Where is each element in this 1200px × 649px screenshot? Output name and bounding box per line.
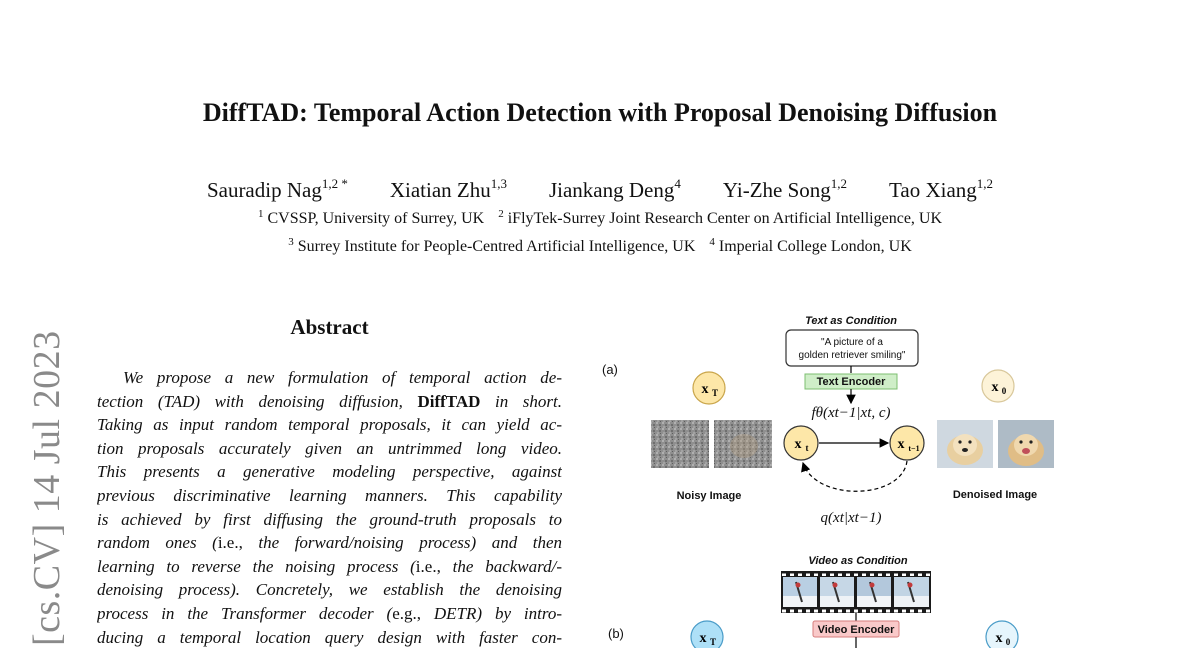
method-name: DiffTAD [417,391,481,411]
abstract-text: i.e., [415,556,441,576]
author [390,176,507,203]
affiliation-text: iFlyTek-Surrey Joint Research Center on Artificial Intelligence, UK [507,210,943,227]
panel-b-label: (b) [608,626,624,641]
author-name: Sauradip Nag [206,178,322,202]
affiliation-number: 3 [288,236,294,248]
denoised-image-label: Denoised Image [952,489,1038,501]
node-xt-sub: t [805,443,809,453]
node-xT-b-label: x [699,631,707,646]
node-xt-1-label: x [897,437,905,452]
abstract-text: the backward/- [452,556,562,576]
abstract-heading: Abstract [290,315,369,339]
text-encoder-label: Text Encoder [816,376,886,388]
abstract-text: tection (TAD) with denoising diffusion, [97,391,403,411]
abstract-line: previous discriminative learning manners. This capability [97,485,562,505]
affiliation-text: Imperial College London, UK [718,238,912,255]
arxiv-stamp-text: [cs.CV] 14 Jul 2023 [26,330,68,646]
author-affil-marker: 1,2 [830,176,848,191]
abstract-text: learning to reverse the noising process ( [97,556,416,576]
author [549,176,681,203]
noisy-image-1 [651,420,709,468]
node-x0-b-label: x [995,631,1003,646]
author [207,176,348,203]
text-prompt-line: golden retriever smiling" [798,350,906,361]
abstract-body [97,366,562,649]
node-x0-label: x [991,380,999,395]
diffusion-figure [596,308,1076,648]
author-name: Tao Xiang [889,178,977,202]
affiliation-number: 2 [498,208,504,220]
node-xt-1-sub: t−1 [908,444,920,453]
author-affil-marker: 4 [674,176,681,191]
abstract-line: denoising process). Concretely, we establish the denoising [97,580,562,600]
paper-title: DiffTAD: Temporal Action Detection with Proposal Denoising Diffusion [202,98,998,127]
node-xT-sub: T [711,388,719,398]
text-condition-title: Text as Condition [805,315,897,327]
abstract-text: random ones ( [97,533,218,553]
abstract-text: the forward/noising process) and then [258,533,562,553]
video-condition-title: Video as Condition [808,555,908,567]
author-list [0,176,1200,203]
abstract-text: DETR) by intro- [433,603,562,623]
author-affil-marker: 1,3 [490,176,507,191]
abstract-line: This presents a generative modeling perspective, against [97,462,562,482]
abstract-line: is achieved by first diffusing the ground-truth proposals to [97,509,562,529]
author-name: Xiatian Zhu [389,178,491,202]
abstract-text: i.e., [217,533,243,553]
arxiv-side-stamp [22,318,68,648]
abstract-text: process in the Transformer decoder ( [97,603,393,623]
abstract-line [97,602,562,626]
forward-arrow [803,461,907,491]
affiliation-number: 4 [709,236,715,248]
author-name: Yi-Zhe Song [722,178,831,202]
node-xt-1 [890,426,924,460]
affiliation-text: Surrey Institute for People-Centred Artificial Intelligence, UK [297,238,696,255]
abstract-line [97,555,562,579]
abstract-text: e.g., [392,603,421,623]
abstract-line: Taking as input random temporal proposals, it can yield ac- [97,415,562,435]
author-affil-marker: 1,2 * [321,176,348,191]
abstract-line: We propose a new formulation of temporal action de- [123,368,562,387]
text-prompt-line: "A picture of a [821,337,883,348]
author-name: Jiankang Deng [548,178,675,202]
figure-svg [596,308,1076,648]
q-label: q(xt|xt−1) [820,510,882,526]
author [723,176,847,203]
noisy-image-label: Noisy Image [676,490,742,502]
abstract-line: tion proposals accurately given an untrimmed long video. [97,438,562,458]
video-encoder-label: Video Encoder [817,624,895,636]
node-xt-label: x [794,437,802,452]
node-x0-b-sub: 0 [1005,637,1011,647]
author [889,176,993,203]
abstract-line [97,531,562,555]
affiliation-text: CVSSP, University of Surrey, UK [267,210,485,227]
f-theta-label: fθ(xt−1|xt, c) [811,405,891,421]
node-xT-label: x [701,382,709,397]
abstract-text: in short. [495,391,562,411]
affiliation-line [0,208,1200,228]
node-xT-b [691,621,723,648]
panel-a-label: (a) [602,362,618,377]
node-xT [693,372,725,404]
abstract-line: ducing a temporal location query design with faster con- [97,627,562,647]
node-x0-sub: 0 [1001,386,1007,396]
abstract-line [97,390,562,414]
node-xT-b-sub: T [709,637,717,647]
affiliation-number: 1 [257,208,264,220]
affiliation-line [0,236,1200,256]
author-affil-marker: 1,2 [976,176,994,191]
